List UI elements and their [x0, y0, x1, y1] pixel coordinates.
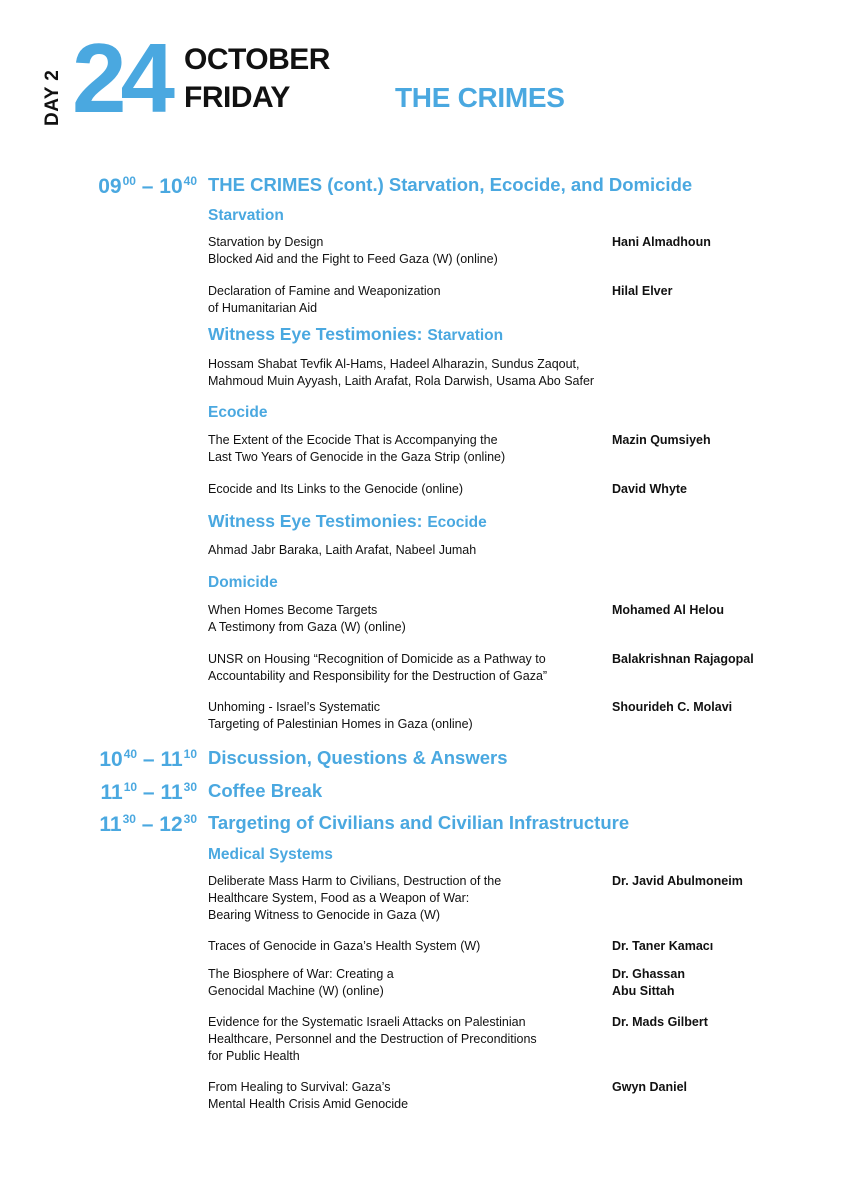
time-end-minutes: 30	[183, 780, 197, 794]
talk-title	[208, 651, 608, 685]
talk-line: Last Two Years of Genocide in the Gaza Strip (online)	[208, 450, 506, 464]
talk-line: Traces of Genocide in Gaza’s Health System (W)	[208, 939, 481, 953]
session-time: $11^{30} - 12^{30}$	[99, 812, 197, 836]
section-heading-medical: Medical Systems	[208, 846, 333, 863]
speaker-line: Hilal Elver	[612, 284, 673, 298]
talk-title	[208, 966, 608, 1000]
witness-heading-topic: Starvation	[427, 327, 504, 344]
talk-title	[208, 873, 608, 924]
speaker-line: Dr. Ghassan	[612, 967, 685, 981]
session-time: $09^{00} - 10^{40}$	[98, 174, 197, 198]
speaker-name	[612, 873, 832, 890]
time-end: 11	[160, 781, 183, 804]
session-title-rest: Starvation, Ecocide, and Domicide	[383, 174, 693, 195]
talk-line: Genocidal Machine (W) (online)	[208, 984, 384, 998]
time-start: 09	[98, 175, 122, 198]
session-title-highlight: THE CRIMES (cont.)	[208, 174, 384, 195]
time-start-minutes: 40	[123, 747, 138, 761]
time-start: 10	[99, 748, 123, 771]
speaker-line: Hani Almadhoun	[612, 235, 711, 249]
talk-title	[208, 1079, 608, 1113]
time-end: 12	[159, 813, 183, 836]
speaker-name	[612, 966, 832, 1000]
speaker-name	[612, 283, 832, 300]
witness-heading-main: Witness Eye Testimonies:	[208, 324, 428, 344]
talk-line: The Biosphere of War: Creating a	[208, 967, 394, 981]
witness-heading-topic: Ecocide	[427, 514, 487, 531]
speaker-name	[612, 602, 832, 619]
talk-line: Healthcare, Personnel and the Destruction of Preconditions	[208, 1032, 537, 1046]
date-month: OCTOBER	[184, 43, 330, 76]
section-heading-domicide: Domicide	[208, 574, 278, 591]
day-label: DAY 2	[42, 69, 63, 126]
time-start-minutes: 30	[122, 812, 136, 826]
talk-line: Unhoming - Israel’s Systematic	[208, 700, 381, 714]
speaker-line: Shourideh C. Molavi	[612, 700, 733, 714]
speaker-line: Gwyn Daniel	[612, 1080, 688, 1094]
section-heading-starvation: Starvation	[208, 207, 284, 224]
speaker-name	[612, 651, 832, 668]
time-start: 11	[99, 813, 122, 836]
time-start: 11	[100, 781, 123, 804]
talk-line: When Homes Become Targets	[208, 603, 378, 617]
speaker-line: Mazin Qumsiyeh	[612, 433, 711, 447]
talk-line: of Humanitarian Aid	[208, 301, 318, 315]
witness-heading-main: Witness Eye Testimonies:	[208, 511, 428, 531]
witness-names-line: Ahmad Jabr Baraka, Laith Arafat, Nabeel Jumah	[208, 543, 477, 557]
talk-title	[208, 234, 608, 268]
speaker-name	[612, 481, 832, 498]
talk-title	[208, 938, 608, 955]
time-end-minutes: 10	[183, 747, 197, 761]
talk-line: Accountability and Responsibility for the Destruction of Gaza”	[208, 669, 548, 683]
talk-line: A Testimony from Gaza (W) (online)	[208, 620, 406, 634]
talk-line: Mental Health Crisis Amid Genocide	[208, 1097, 409, 1111]
talk-line: Deliberate Mass Harm to Civilians, Destruction of the	[208, 874, 502, 888]
talk-title	[208, 283, 608, 317]
talk-line: Declaration of Famine and Weaponization	[208, 284, 441, 298]
session-title: Discussion, Questions & Answers	[208, 747, 508, 768]
talk-line: Bearing Witness to Genocide in Gaza (W)	[208, 908, 441, 922]
time-end: 11	[160, 748, 183, 771]
talk-title	[208, 699, 608, 733]
speaker-line: Balakrishnan Rajagopal	[612, 652, 754, 666]
speaker-line: Dr. Taner Kamacı	[612, 939, 714, 953]
talk-title	[208, 481, 608, 498]
speaker-line: Dr. Javid Abulmoneim	[612, 874, 743, 888]
session-time: $10^{40} - 11^{10}$	[99, 747, 197, 771]
session-title	[208, 173, 692, 197]
speaker-line: Mohamed Al Helou	[612, 603, 725, 617]
time-end: 10	[159, 175, 183, 198]
talk-title	[208, 432, 608, 466]
time-end-minutes: 40	[183, 174, 197, 188]
time-end-minutes: 30	[183, 812, 197, 826]
session-title: Coffee Break	[208, 780, 323, 801]
speaker-name	[612, 1014, 832, 1031]
talk-line: for Public Health	[208, 1049, 300, 1063]
speaker-name	[612, 234, 832, 251]
session-title: Targeting of Civilians and Civilian Infrastructure	[208, 812, 630, 833]
talk-title	[208, 602, 608, 636]
speaker-name	[612, 1079, 832, 1096]
talk-line: Healthcare System, Food as a Weapon of War:	[208, 891, 470, 905]
time-start-minutes: 10	[123, 780, 138, 794]
witness-names-line: Mahmoud Muin Ayyash, Laith Arafat, Rola Darwish, Usama Abo Safer	[208, 374, 595, 388]
date-weekday: FRIDAY	[184, 81, 290, 114]
witness-heading-ecocide	[208, 510, 487, 534]
talk-line: UNSR on Housing “Recognition of Domicide as a Pathway to	[208, 652, 546, 666]
talk-line: From Healing to Survival: Gaza’s	[208, 1080, 391, 1094]
speaker-name	[612, 432, 832, 449]
witness-names	[208, 356, 608, 390]
talk-line: Blocked Aid and the Fight to Feed Gaza (W) (online)	[208, 252, 498, 266]
session-time: $11^{10} - 11^{30}$	[100, 780, 197, 804]
page-title: THE CRIMES	[395, 82, 565, 113]
talk-line: Evidence for the Systematic Israeli Attacks on Palestinian	[208, 1015, 526, 1029]
speaker-line: David Whyte	[612, 482, 688, 496]
talk-line: Starvation by Design	[208, 235, 324, 249]
day-number: 24	[72, 23, 170, 133]
witness-heading-starvation	[208, 323, 503, 347]
witness-names	[208, 542, 608, 559]
time-start-minutes: 00	[122, 174, 136, 188]
speaker-name	[612, 699, 832, 716]
speaker-line: Dr. Mads Gilbert	[612, 1015, 708, 1029]
speaker-name	[612, 938, 832, 955]
talk-line: Targeting of Palestinian Homes in Gaza (online)	[208, 717, 473, 731]
section-heading-ecocide: Ecocide	[208, 404, 268, 421]
speaker-line: Abu Sittah	[612, 984, 675, 998]
talk-line: Ecocide and Its Links to the Genocide (online)	[208, 482, 464, 496]
talk-line: The Extent of the Ecocide That is Accompanying the	[208, 433, 498, 447]
witness-names-line: Hossam Shabat Tevfik Al-Hams, Hadeel Alharazin, Sundus Zaqout,	[208, 357, 580, 371]
talk-title	[208, 1014, 608, 1065]
